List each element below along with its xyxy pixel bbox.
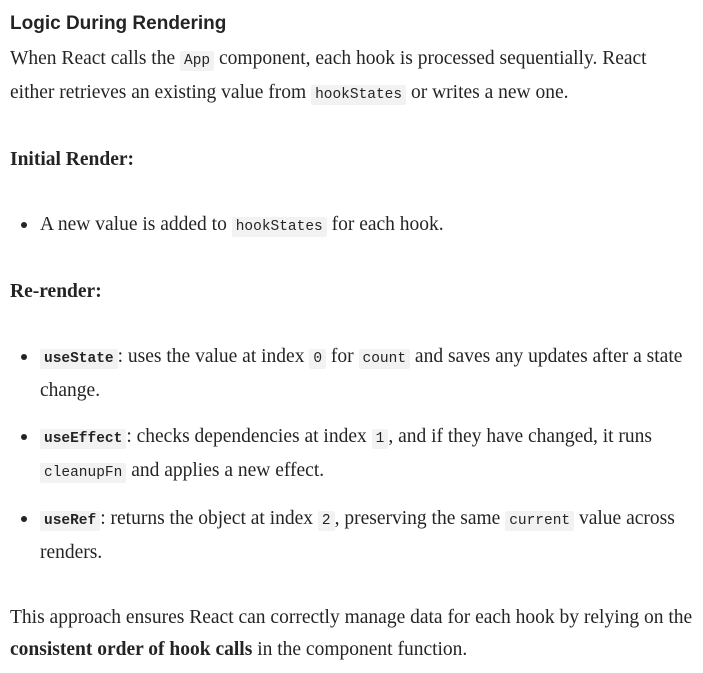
list-item xyxy=(40,341,695,407)
article-section xyxy=(10,10,695,666)
rerender-list xyxy=(10,341,695,569)
rerender-label-text: Re-render: xyxy=(10,281,102,302)
initial-render-list xyxy=(10,209,695,243)
intro-text-3: or writes a new one. xyxy=(406,82,569,103)
inline-code-current: current xyxy=(505,511,574,531)
intro-text-2: component, each hook is processed sequentially. React either retrieves an existing value from xyxy=(10,48,647,103)
useref-text-1: : returns the object at index xyxy=(100,508,318,529)
conclusion-text-2: in the component function. xyxy=(252,639,468,660)
initial-item-text-1: A new value is added to xyxy=(40,214,232,235)
useref-text-2: , preserving the same xyxy=(334,508,506,529)
usestate-text-1: : uses the value at index xyxy=(117,346,310,367)
useeffect-text-2: , and if they have changed, it runs xyxy=(388,426,653,447)
conclusion-emphasis: consistent order of hook calls xyxy=(10,639,253,660)
rerender-label xyxy=(10,276,695,308)
inline-code-index-0: 0 xyxy=(309,349,326,369)
inline-code-hookstates: hookStates xyxy=(311,85,406,105)
inline-code-app: App xyxy=(180,51,214,71)
inline-code-index-1: 1 xyxy=(372,429,389,449)
section-heading: Logic During Rendering xyxy=(10,13,227,34)
inline-code-cleanupfn: cleanupFn xyxy=(40,463,126,483)
inline-code-useeffect: useEffect xyxy=(40,429,126,449)
useeffect-text-1: : checks dependencies at index xyxy=(126,426,372,447)
initial-item-text-2: for each hook. xyxy=(326,214,444,235)
usestate-text-3: and saves any updates after a state change. xyxy=(40,346,683,401)
conclusion-paragraph xyxy=(10,602,695,666)
list-item xyxy=(40,421,695,489)
usestate-text-2: for xyxy=(326,346,359,367)
conclusion-text-1: This approach ensures React can correctly manage data for each hook by relying on the xyxy=(10,607,693,628)
inline-code-hookstates: hookStates xyxy=(232,217,327,237)
useref-text-3: value across renders. xyxy=(40,508,675,563)
list-item xyxy=(40,209,695,243)
inline-code-useref: useRef xyxy=(40,511,100,531)
inline-code-usestate: useState xyxy=(40,349,118,369)
initial-render-label xyxy=(10,144,695,176)
intro-paragraph xyxy=(10,43,695,111)
intro-text-1: When React calls the xyxy=(10,48,181,69)
initial-render-label-text: Initial Render: xyxy=(10,149,135,170)
inline-code-count: count xyxy=(359,349,411,369)
useeffect-text-3: and applies a new effect. xyxy=(126,460,325,481)
inline-code-index-2: 2 xyxy=(318,511,335,531)
list-item xyxy=(40,503,695,569)
